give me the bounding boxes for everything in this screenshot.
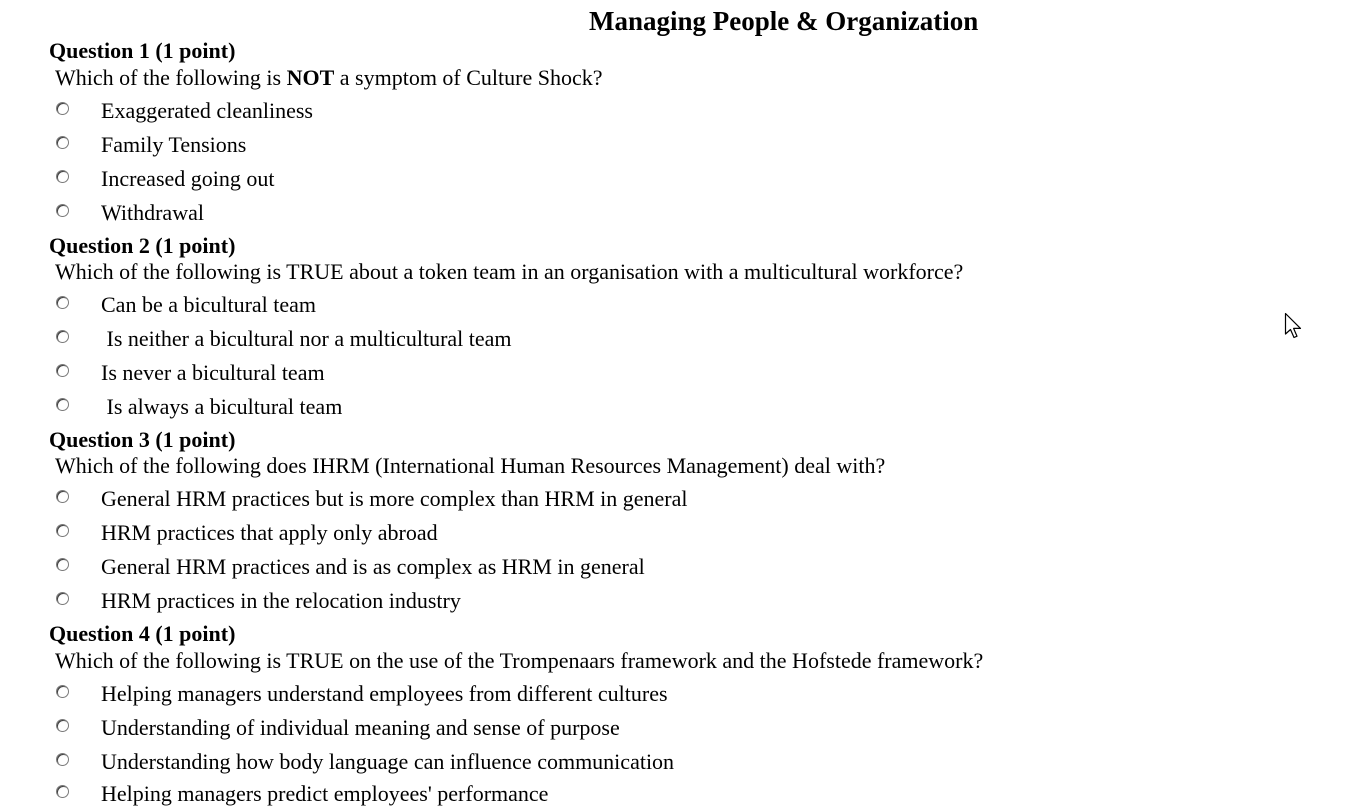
radio-unselected-icon[interactable] bbox=[56, 685, 69, 698]
radio-unselected-icon[interactable] bbox=[56, 102, 69, 115]
option-label: General HRM practices and is as complex as HRM in general bbox=[101, 554, 645, 579]
option-label: HRM practices that apply only abroad bbox=[101, 520, 438, 545]
page-title: Managing People & Organization bbox=[589, 6, 979, 36]
radio-unselected-icon[interactable] bbox=[56, 524, 69, 537]
option-label: HRM practices in the relocation industry bbox=[101, 588, 461, 613]
option-label: Is neither a bicultural nor a multicultural team bbox=[101, 326, 512, 351]
radio-unselected-icon[interactable] bbox=[56, 330, 69, 343]
question-3-heading: Question 3 (1 point) bbox=[49, 427, 236, 452]
question-2-option-3[interactable] bbox=[56, 358, 325, 388]
question-1-option-3[interactable] bbox=[56, 164, 275, 194]
mouse-pointer-icon bbox=[1284, 312, 1304, 340]
question-4-option-4[interactable] bbox=[56, 779, 549, 809]
radio-unselected-icon[interactable] bbox=[56, 490, 69, 503]
question-1-option-4[interactable] bbox=[56, 198, 204, 228]
question-1-heading: Question 1 (1 point) bbox=[49, 38, 236, 63]
question-1-text bbox=[55, 64, 603, 92]
radio-unselected-icon[interactable] bbox=[56, 592, 69, 605]
question-3-option-2[interactable] bbox=[56, 518, 438, 548]
question-2-option-1[interactable] bbox=[56, 290, 317, 320]
radio-unselected-icon[interactable] bbox=[56, 785, 69, 798]
option-label: Is never a bicultural team bbox=[101, 360, 325, 385]
question-1-option-1[interactable] bbox=[56, 96, 313, 126]
question-4-option-2[interactable] bbox=[56, 713, 620, 743]
option-label: Exaggerated cleanliness bbox=[101, 98, 313, 123]
question-4-text: Which of the following is TRUE on the use of the Trompenaars framework and the Hofstede framework? bbox=[55, 648, 984, 673]
question-2-text: Which of the following is TRUE about a token team in an organisation with a multicultural workforce? bbox=[55, 259, 964, 284]
radio-unselected-icon[interactable] bbox=[56, 136, 69, 149]
radio-unselected-icon[interactable] bbox=[56, 719, 69, 732]
question-3-option-4[interactable] bbox=[56, 586, 461, 616]
question-1-option-2[interactable] bbox=[56, 130, 247, 160]
question-2-option-2[interactable] bbox=[56, 324, 512, 354]
option-label: Family Tensions bbox=[101, 132, 247, 157]
radio-unselected-icon[interactable] bbox=[56, 398, 69, 411]
question-4-option-1[interactable] bbox=[56, 679, 668, 709]
question-1-text-emphasis: NOT bbox=[286, 65, 335, 90]
option-label: Helping managers understand employees from different cultures bbox=[101, 681, 668, 706]
question-4-heading: Question 4 (1 point) bbox=[49, 621, 236, 646]
question-3-option-3[interactable] bbox=[56, 552, 645, 582]
question-3-option-1[interactable] bbox=[56, 484, 688, 514]
radio-unselected-icon[interactable] bbox=[56, 753, 69, 766]
option-label: Is always a bicultural team bbox=[101, 394, 343, 419]
option-label: Helping managers predict employees' performance bbox=[101, 781, 549, 806]
question-2-heading: Question 2 (1 point) bbox=[49, 233, 236, 258]
option-label: Withdrawal bbox=[101, 200, 204, 225]
radio-unselected-icon[interactable] bbox=[56, 364, 69, 377]
option-label: Understanding of individual meaning and sense of purpose bbox=[101, 715, 620, 740]
radio-unselected-icon[interactable] bbox=[56, 170, 69, 183]
question-3-text: Which of the following does IHRM (International Human Resources Management) deal with? bbox=[55, 453, 886, 478]
question-1-text-before: Which of the following is bbox=[55, 65, 287, 90]
question-4-option-3[interactable] bbox=[56, 747, 675, 777]
radio-unselected-icon[interactable] bbox=[56, 204, 69, 217]
option-label: General HRM practices but is more complex than HRM in general bbox=[101, 486, 688, 511]
question-2-option-4[interactable] bbox=[56, 392, 343, 422]
option-label: Understanding how body language can influence communication bbox=[101, 749, 675, 774]
question-1-text-after: a symptom of Culture Shock? bbox=[334, 65, 603, 90]
radio-unselected-icon[interactable] bbox=[56, 558, 69, 571]
option-label: Can be a bicultural team bbox=[101, 292, 317, 317]
option-label: Increased going out bbox=[101, 166, 275, 191]
radio-unselected-icon[interactable] bbox=[56, 296, 69, 309]
